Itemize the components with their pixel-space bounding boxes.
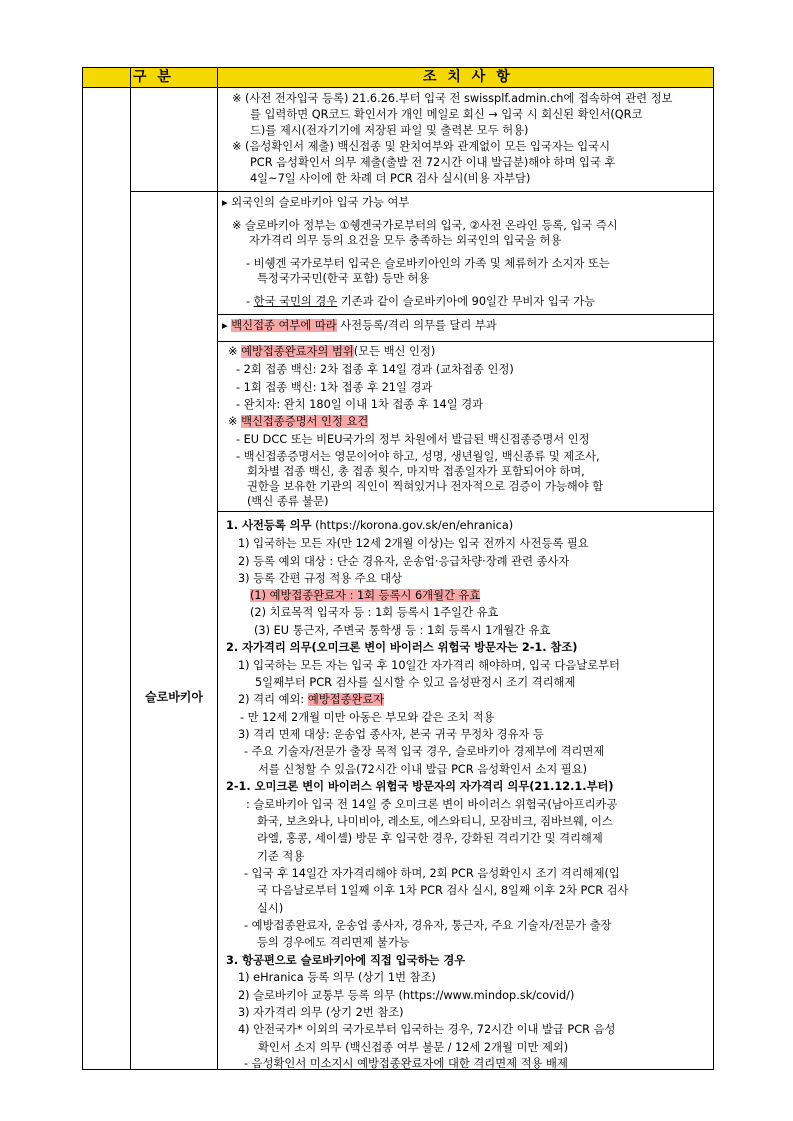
row-divider-1 [130,191,713,192]
self-quarantine-heading: 2. 자가격리 의무(오미크론 변이 바이러스 위험국 방문자는 2-1. 참조) [226,641,578,654]
s3-d5: 확인서 소지 의무 (백신접종 여부 불문 / 12세 2개월 미만 제외) [258,1041,569,1054]
s1-line-3: 자가격리 의무 등의 요건을 모두 충족하는 외국인의 입국을 허용 [249,234,562,247]
col-divider-2 [217,68,218,1069]
header-measures: 조 치 사 항 [423,69,513,85]
s2-line-9: 회차별 접종 백신, 총 접종 횟수, 마지막 접종일자가 포함되어야 하며, [247,465,585,478]
s3-c7: 실시) [257,902,284,915]
s2-line-5: - 완치자: 완치 180일 이내 1차 접종 후 14일 경과 [236,398,484,411]
s2-line-6: ※ 백신접종증명서 인정 요건 [228,415,369,428]
s3-a3: 3) 등록 간편 규정 적용 주요 대상 [238,572,403,585]
s3-c8: - 예방접종완료자, 운송업 종사자, 경유자, 통근자, 주요 기술자/전문가 출장 [244,919,612,932]
s3-a5: (2) 치료목적 입국자 등 : 1회 등록시 1주일간 유효 [250,606,499,619]
s3-b2: 5일째부터 PCR 검사를 실시할 수 있고 음성판정시 조기 격리해제 [255,676,576,689]
pre-registration-heading: 1. 사전등록 의무 (https://korona.gov.sk/en/ehranica) [226,519,514,532]
s3-b1: 1) 입국하는 모든 자는 입국 후 10일간 자가격리 해야하며, 입국 다음날로부터 [238,659,620,672]
top-line-5: PCR 음성확인서 의무 제출(출발 전 72시간 이내 발급분)해야 하며 입국 후 [250,156,616,169]
row-divider-2 [217,314,713,315]
s3-a1: 1) 입국하는 모든 자(만 12세 2개월 이상)는 입국 전까지 사전등록 필요 [238,537,589,550]
s3-a2: 2) 등록 예외 대상 : 단순 경유자, 운송업·응급차량·장례 관련 종사자 [238,555,570,568]
s2-line-7: - EU DCC 또는 비EU국가의 정부 차원에서 발급된 백신접종증명서 인정 [236,433,590,446]
s3-c9: 등의 경우에도 격리면제 불가능 [257,936,410,949]
s3-d2: 2) 슬로바키아 교통부 등록 의무 (https://www.mindop.sk/covid/) [238,989,575,1002]
row-divider-4 [217,511,713,512]
s2-line-10: 권한을 보유한 기관의 직인이 찍혀있거나 전자적으로 검증이 가능해야 함 [247,480,604,493]
s2-line-4: - 1회 접종 백신: 1차 접종 후 21일 경과 [236,381,433,394]
direct-flight-heading: 3. 항공편으로 슬로바키아에 직접 입국하는 경우 [226,954,466,967]
s2-line-11: (백신 종류 불문) [247,495,329,508]
s1-line-2: ※ 슬로바키아 정부는 ①쉥겐국가로부터의 입국, ②사전 온라인 등록, 입국 즉시 [232,219,618,232]
s3-d4: 4) 안전국가* 이외의 국가로부터 입국하는 경우, 72시간 이내 발급 PCR 음성 [238,1023,616,1036]
s2-line-3: - 2회 접종 백신: 2차 접종 후 14일 경과 (교차접종 인정) [236,363,514,376]
top-line-6: 4일~7일 사이에 한 차례 더 PCR 검사 실시(비용 자부담) [250,172,531,185]
s3-a6: (3) EU 통근자, 주변국 통학생 등 : 1회 등록시 1개월간 유효 [254,624,551,637]
entry-possibility-heading: ▸ 외국인의 슬로바키아 입국 가능 여부 [222,196,410,209]
s3-b7: 서를 신청할 수 있음(72시간 이내 발급 PCR 음성확인서 소지 필요) [258,763,588,776]
col-divider-1 [130,68,131,1069]
s1-line-5: 특정국가국민(한국 포함) 등만 허용 [257,272,430,285]
top-line-3: 드)를 제시(전자기기에 저장된 파일 및 출력본 모두 허용) [250,124,529,137]
vaccination-heading: ▸ 백신접종 여부에 따라 사전등록/격리 의무를 달리 부과 [222,319,497,332]
s3-c6: 국 다음날로부터 1일째 이후 1차 PCR 검사 실시, 8일째 이후 2차 PCR 검사 [257,884,629,897]
s1-line-6: - 한국 국민의 경우 기존과 같이 슬로바키아에 90일간 무비자 입국 가능 [246,295,596,308]
omicron-heading: 2-1. 오미크론 변이 바이러스 위험국 방문자의 자가격리 의무(21.12.1.부터) [226,780,614,793]
s3-a4: (1) 예방접종완료자 : 1회 등록시 6개월간 유효 [250,589,481,602]
top-line-1: ※ (사전 전자입국 등록) 21.6.26.부터 입국 전 swissplf.admin.ch에 접속하여 관련 정보 [232,92,673,105]
row-divider-3 [217,341,713,342]
s3-b3: 2) 격리 예외: 예방접종완료자 [238,693,385,706]
top-line-4: ※ (음성확인서 제출) 백신접종 및 완치여부와 관계없이 모든 입국자는 입국시 [232,140,610,153]
top-line-2: 를 입력하면 QR코드 확인서가 개인 메일로 회신 → 입국 시 회신된 확인서(QR코 [250,108,643,121]
s3-b4: - 만 12세 2개월 미만 아동은 부모와 같은 조치 적용 [240,711,495,724]
s3-c5: - 입국 후 14일간 자가격리해야 하며, 2회 PCR 음성확인시 조기 격리해제(입 [244,867,620,880]
s3-c3: 라엘, 홍콩, 세이셸) 방문 후 입국한 경우, 강화된 격리기간 및 격리해제 [257,832,603,845]
s3-d3: 3) 자가격리 의무 (상기 2번 참조) [238,1006,404,1019]
s3-d1: 1) eHranica 등록 의무 (상기 1번 참조) [238,971,436,984]
country-label: 슬로바키아 [145,690,203,704]
s3-b6: - 주요 기술자/전문가 출장 목적 입국 경우, 슬로바키아 경제부에 격리면제 [244,745,605,758]
table-header [83,68,713,88]
s2-line-8: - 백신접종증명서는 영문이어야 하고, 성명, 생년월일, 백신종류 및 제조사, [236,450,600,463]
s3-c1: : 슬로바키아 입국 전 14일 중 오미크론 변이 바이러스 위험국(남아프리카공 [246,798,618,811]
s3-c4: 기준 적용 [257,850,305,863]
s3-b5: 3) 격리 면제 대상: 운송업 종사자, 본국 귀국 무정차 경유자 등 [238,728,544,741]
header-category: 구 분 [133,69,174,85]
s2-line-2: ※ 예방접종완료자의 범위(모든 백신 인정) [228,345,436,358]
s1-line-4: - 비쉥겐 국가로부터 입국은 슬로바키아인의 가족 및 체류허가 소지자 또는 [246,257,610,270]
s3-c2: 화국, 보츠와나, 나미비아, 레소토, 에스와티니, 모잠비크, 짐바브웨, 이스 [257,815,613,828]
s3-d6: - 음성확인서 미소지시 예방접종완료자에 대한 격리면제 적용 배제 [244,1057,568,1070]
